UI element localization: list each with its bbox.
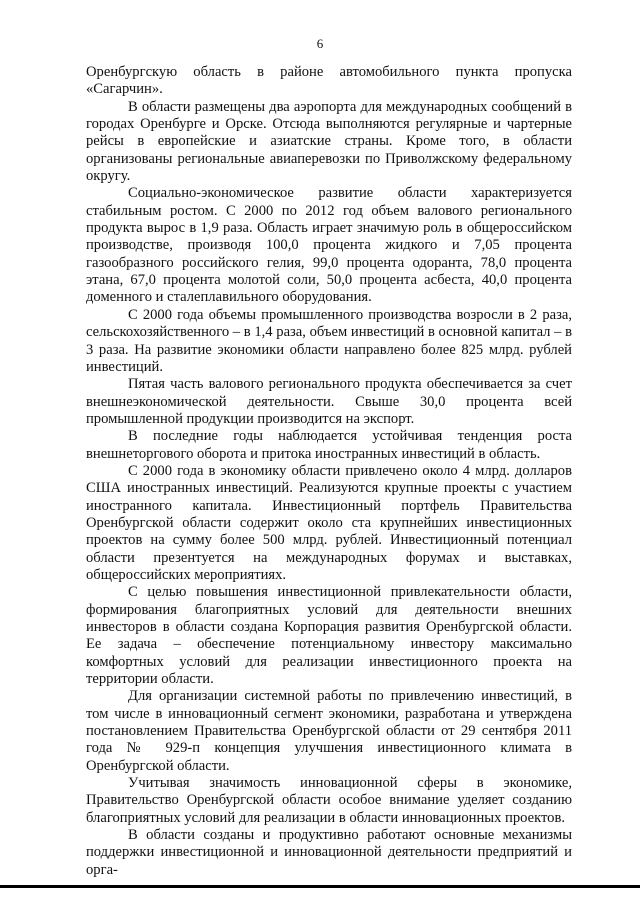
paragraph-8: С целью повышения инвестиционной привлекательности области, формирования благоприятных условий для деятельности внешних инвесторов в области создана Корпорация развития Оренбургской области. Ее задача – обеспечение потенциальному инвестору максимально комфортных условий для реализации инвестиционного проекта на территории области. (86, 584, 572, 688)
paragraph-11: В области созданы и продуктивно работают основные механизмы поддержки инвестиционной и инновационной деятельности предприятий и орга- (86, 827, 572, 878)
document-body (86, 64, 572, 879)
page-number: 6 (316, 36, 324, 51)
paragraph-5: Пятая часть валового регионального продукта обеспечивается за счет внешнеэкономической деятельности. Свыше 30,0 процента всей промышленной продукции производится на экспорт. (86, 376, 572, 427)
paragraph-9: Для организации системной работы по привлечению инвестиций, в том числе в инновационный сегмент экономики, разработана и утверждена постановлением Правительства Оренбургской области от 29 сентября 2011 года № 929-п концепция улучшения инвестиционного климата в Оренбургской области. (86, 688, 572, 774)
paragraph-10: Учитывая значимость инновационной сферы в экономике, Правительство Оренбургской области особое внимание уделяет созданию благоприятных условий для реализации в области инновационных проектов. (86, 775, 572, 826)
paragraph-2: В области размещены два аэропорта для международных сообщений в городах Оренбурге и Орске. Отсюда выполняются регулярные и чартерные рейсы в европейские и азиатские страны. Кроме того, в области организованы региональные авиаперевозки по Приволжскому федеральному округу. (86, 98, 572, 185)
paragraph-3: Социально-экономическое развитие области характеризуется стабильным ростом. С 2000 по 2012 год объем валового регионального продукта вырос в 1,9 раза. Область играет значимую роль в общероссийском производстве, производя 100,0 процента жидкого и 7,05 процента газообразного российского гелия, 99,0 процента одоранта, 78,0 процента этана, 67,0 процента молотой соли, 50,0 процента асбеста, 40,0 процента доменного и сталеплавильного оборудования. (86, 185, 572, 306)
paragraph-6: В последние годы наблюдается устойчивая тенденция роста внешнеторгового оборота и притока иностранных инвестиций в область. (86, 428, 572, 462)
paragraph-4: С 2000 года объемы промышленного производства возросли в 2 раза, сельскохозяйственного – в 1,4 раза, объем инвестиций в основной капитал – в 3 раза. На развитие экономики области направлено более 825 млрд. рублей инвестиций. (86, 306, 572, 375)
bottom-rule (0, 885, 640, 888)
paragraph-7: С 2000 года в экономику области привлечено около 4 млрд. долларов США иностранных инвестиций. Реализуются крупные проекты с участием иностранного капитала. Инвестиционный портфель Правительства Оренбургской области содержит около ста крупнейших инвестиционных проектов на сумму более 500 млрд. рублей. Инвестиционный потенциал области презентуется на международных форумах и выставках, общероссийских мероприятиях. (86, 462, 572, 583)
paragraph-1: Оренбургскую область в районе автомобильного пункта пропуска «Сагарчин». (86, 64, 572, 98)
